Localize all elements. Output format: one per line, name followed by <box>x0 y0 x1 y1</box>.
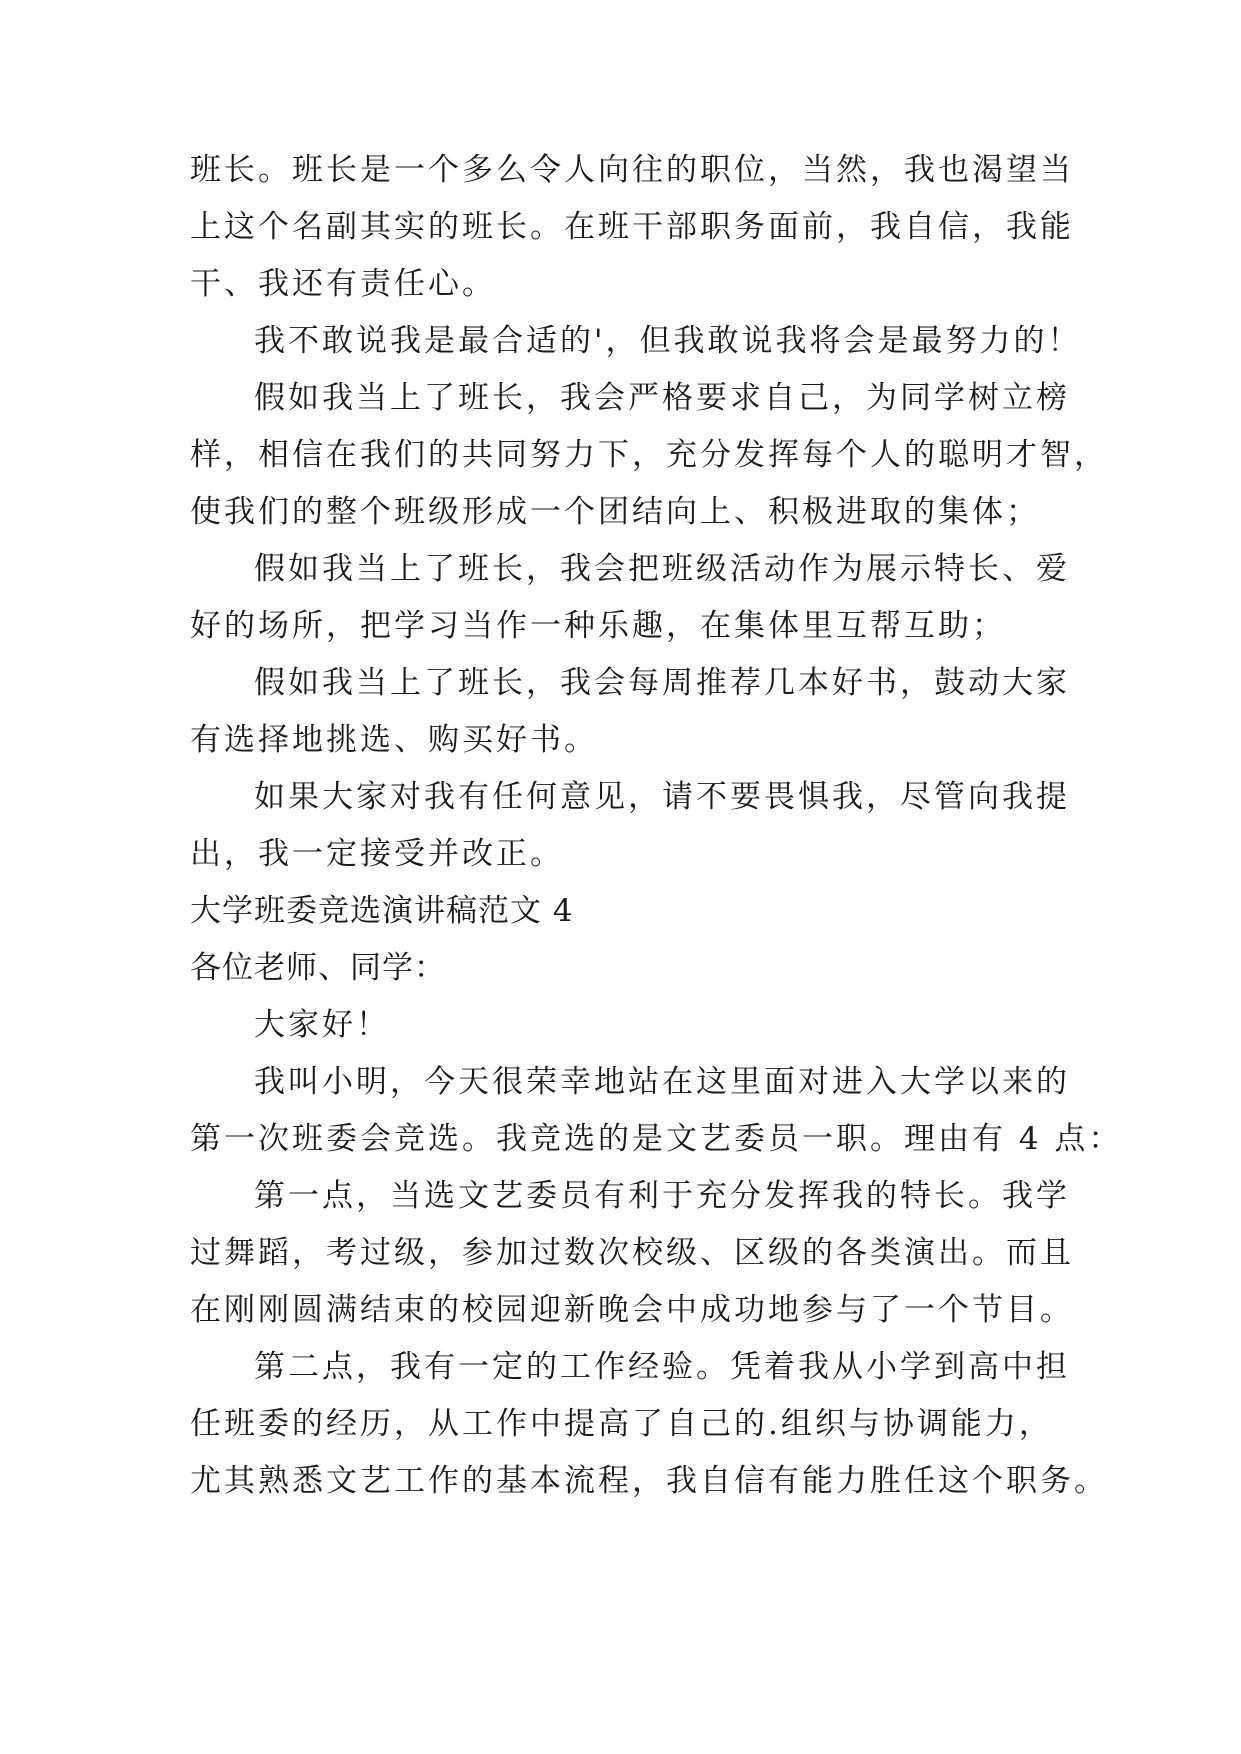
text-line: 如果大家对我有任何意见，请不要畏惧我，尽管向我提 <box>254 779 1070 815</box>
text-line: 我不敢说我是最合适的'，但我敢说我将会是最努力的！ <box>254 323 1082 359</box>
text-line: 在刚刚圆满结束的校园迎新晚会中成功地参与了一个节目。 <box>190 1292 1074 1328</box>
text-line: 我叫小明，今天很荣幸地站在这里面对进入大学以来的 <box>254 1064 1070 1100</box>
text-line: 假如我当上了班长，我会每周推荐几本好书，鼓动大家 <box>254 665 1070 701</box>
text-line: 班长。班长是一个多么令人向往的职位，当然，我也渴望当 <box>190 152 1074 188</box>
text-line: 第二点，我有一定的工作经验。凭着我从小学到高中担 <box>254 1349 1070 1385</box>
text-line: 有选择地挑选、购买好书。 <box>190 722 598 758</box>
text-line: 第一次班委会竞选。我竞选的是文艺委员一职。理由有 4 点： <box>190 1121 1123 1157</box>
text-line: 假如我当上了班长，我会把班级活动作为展示特长、爱 <box>254 551 1070 587</box>
text-line: 尤其熟悉文艺工作的基本流程，我自信有能力胜任这个职务。 <box>190 1463 1108 1499</box>
text-line: 样，相信在我们的共同努力下，充分发挥每个人的聪明才智， <box>190 437 1108 473</box>
text-line: 过舞蹈，考过级，参加过数次校级、区级的各类演出。而且 <box>190 1235 1074 1271</box>
salutation: 各位老师、同学： <box>190 950 446 986</box>
text-line: 使我们的整个班级形成一个团结向上、积极进取的集体； <box>190 494 1040 530</box>
text-line: 干、我还有责任心。 <box>190 266 496 302</box>
greeting: 大家好！ <box>254 1007 390 1043</box>
text-line: 好的场所，把学习当作一种乐趣，在集体里互帮互助； <box>190 608 1006 644</box>
text-line: 任班委的经历，从工作中提高了自己的.组织与协调能力， <box>190 1406 1053 1442</box>
text-line: 假如我当上了班长，我会严格要求自己，为同学树立榜 <box>254 380 1070 416</box>
text-line: 第一点，当选文艺委员有利于充分发挥我的特长。我学 <box>254 1178 1070 1214</box>
section-heading: 大学班委竞选演讲稿范文 4 <box>190 893 574 929</box>
text-line: 出，我一定接受并改正。 <box>190 836 564 872</box>
text-line: 上这个名副其实的班长。在班干部职务面前，我自信，我能 <box>190 209 1074 245</box>
